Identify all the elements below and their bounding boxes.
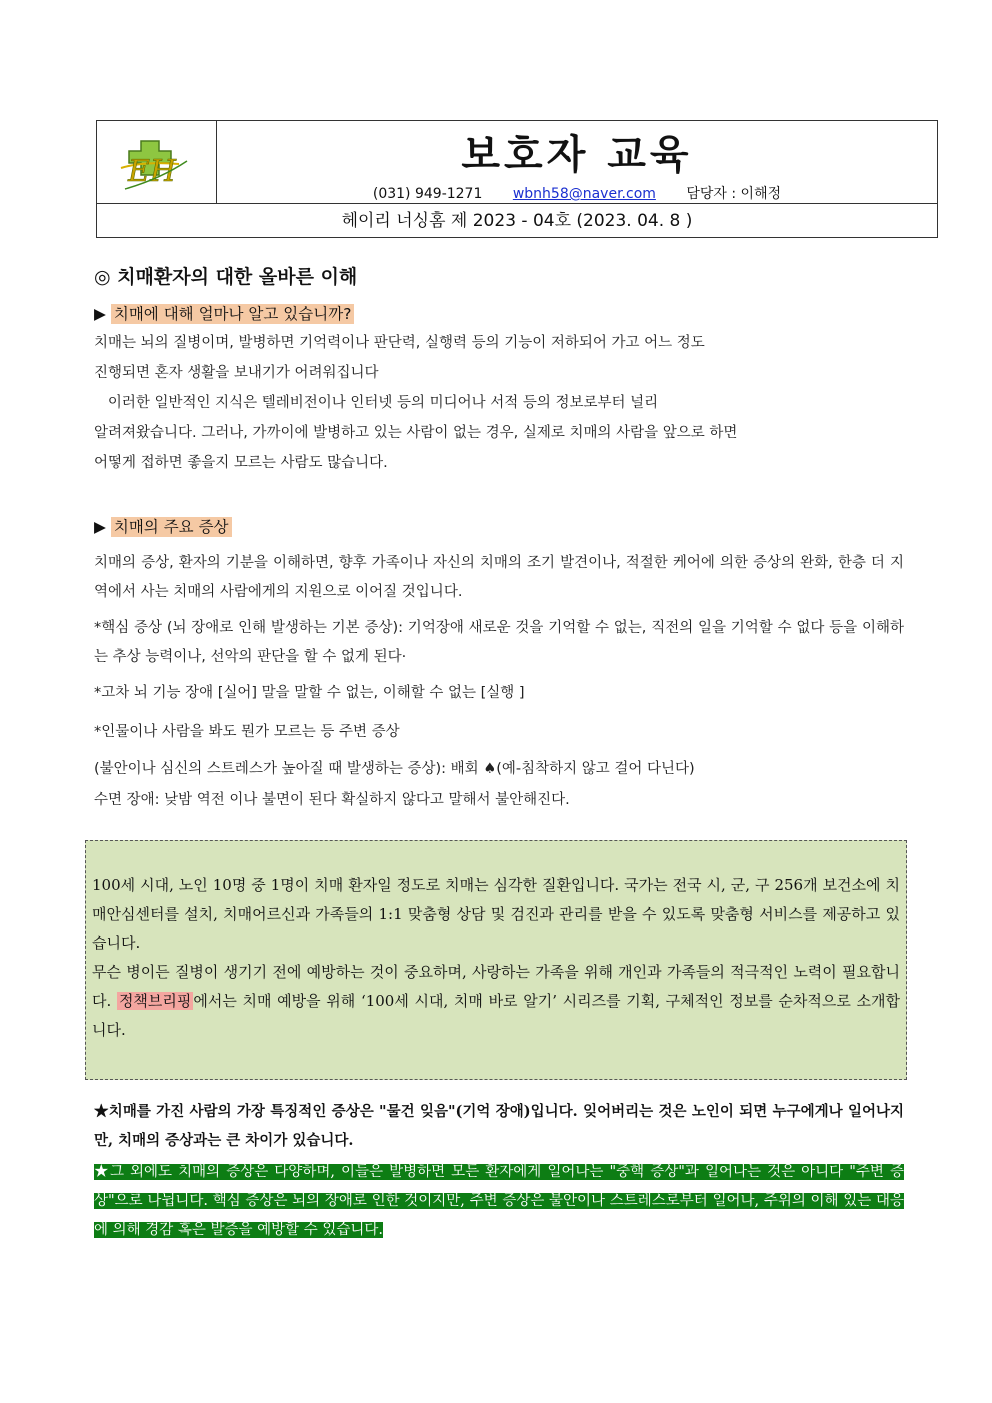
question-2-label: 치매의 주요 증상 <box>111 517 232 537</box>
contact-person: 담당자 : 이해정 <box>686 186 782 202</box>
nursing-home-logo <box>97 121 215 201</box>
symptoms-intro: 치매의 증상, 환자의 기분을 이해하면, 향후 가족이나 자신의 치매의 조기 발견이나, 적절한 케어에 의한 증상의 완화, 한층 더 지역에서 사는 치매의 사람에게의 지원으로 이어질 것입니다. <box>94 555 904 600</box>
policy-text-before: 무슨 병이든 질병이 생기기 전에 예방하는 것이 중요하며, 사랑하는 가족을 위해 개인과 가족들의 적극적인 노력이 필요합니다. <box>92 963 900 1010</box>
paragraph-line: 치매는 뇌의 질병이며, 발병하면 기억력이나 판단력, 실행력 등의 기능이 저하되어 가고 어느 정도 <box>94 335 705 351</box>
section-heading: ◎ 치매환자의 대한 올바른 이해 <box>94 266 358 288</box>
phone-number: (031) 949-1271 <box>372 186 483 202</box>
higher-brain-symptoms: *고차 뇌 기능 장애 [실어] 말을 말할 수 없는, 이해할 수 없는 [실행 ] <box>94 685 525 701</box>
paragraph-line: 이러한 일반적인 지식은 텔레비전이나 인터넷 등의 미디어나 서적 등의 정보로부터 널리 <box>94 395 659 411</box>
question-1 <box>94 302 904 324</box>
policy-briefing-highlight: 정책브리핑 <box>118 992 192 1010</box>
sleep-disorder: 수면 장애: 낮밤 역전 이나 불면이 된다 확실하지 않다고 말해서 불안해진다. <box>94 792 570 808</box>
paragraph-line: 진행되면 혼자 생활을 보내기가 어려워집니다 <box>94 365 379 381</box>
stress-symptoms: (불안이나 심신의 스트레스가 높아질 때 발생하는 증상): 배회 ♠(예-침착하지 않고 걸어 다닌다) <box>94 761 695 777</box>
svg-text:EH: EH <box>128 154 177 189</box>
key-symptom-note: ★치매를 가진 사람의 가장 특징적인 증상은 "물건 잊음"(기억 장애)입니다. 잊어버리는 것은 노인이 되면 누구에게나 일어나지만, 치매의 증상과는 큰 차이가 있습니다. <box>94 1103 904 1149</box>
core-symptoms: *핵심 증상 (뇌 장애로 인해 발생하는 기본 증상): 기억장애 새로운 것을 기억할 수 없는, 직전의 일을 기억할 수 없다 등을 이해하는 추상 능력이나, 선악의 판단을 할 수 없게 된다· <box>94 620 904 665</box>
policy-info-box <box>85 840 907 1080</box>
question-1-label: 치매에 대해 얼마나 알고 있습니까? <box>111 304 355 324</box>
policy-paragraph-1: 100세 시대, 노인 10명 중 1명이 치매 환자일 정도로 치매는 심각한 질환입니다. 국가는 전국 시, 군, 구 256개 보건소에 치매안심센터를 설치, 치매어르신과 가족들의 1:1 맞춤형 상담 및 검진과 관리를 받을 수 있도록 맞춤형 서비스를 제공하고 있습니다. <box>92 876 900 952</box>
symptom-types-highlight: ★그 외에도 치매의 증상은 다양하며, 이들은 발병하면 모든 환자에게 일어나는 "중핵 증상"과 일어나는 것은 아니다 "주변 증상"으로 나뉩니다. 핵심 증상은 뇌의 장애로 인한 것이지만, 주변 증상은 불안이나 스트레스로부터 일어나, 주위의 이해 있는 대응에 의해 경감 혹은 발증을 예방할 수 있습니다. <box>94 1164 904 1238</box>
paragraph-line: 알려져왔습니다. 그러나, 가까이에 발병하고 있는 사람이 없는 경우, 실제로 치매의 사람을 앞으로 하면 <box>94 425 738 441</box>
policy-text-after: 에서는 치매 예방을 위해 ‘100세 시대, 치매 바로 알기’ 시리즈를 기획, 구체적인 정보를 순차적으로 소개합니다. <box>92 992 901 1039</box>
paragraph-1 <box>94 328 904 478</box>
issue-number: 헤이리 너싱홈 제 2023 - 04호 (2023. 04. 8 ) <box>97 203 937 238</box>
document-header <box>96 120 938 238</box>
question-2 <box>94 515 904 537</box>
policy-paragraph-2 <box>92 958 900 1045</box>
arrow-icon: ▶ <box>94 518 106 536</box>
email-link[interactable]: wbnh58@naver.com <box>512 186 656 202</box>
contact-line <box>217 183 937 203</box>
logo-cell <box>97 121 217 203</box>
paragraph-line: 어떻게 접하면 좋을지 모르는 사람도 많습니다. <box>94 455 388 471</box>
arrow-icon: ▶ <box>94 305 106 323</box>
document-title: 보호자 교육 <box>461 132 693 178</box>
title-cell <box>217 121 937 203</box>
peripheral-symptoms: *인물이나 사람을 봐도 뭔가 모르는 등 주변 증상 <box>94 724 400 740</box>
symptom-types-note <box>94 1158 904 1245</box>
